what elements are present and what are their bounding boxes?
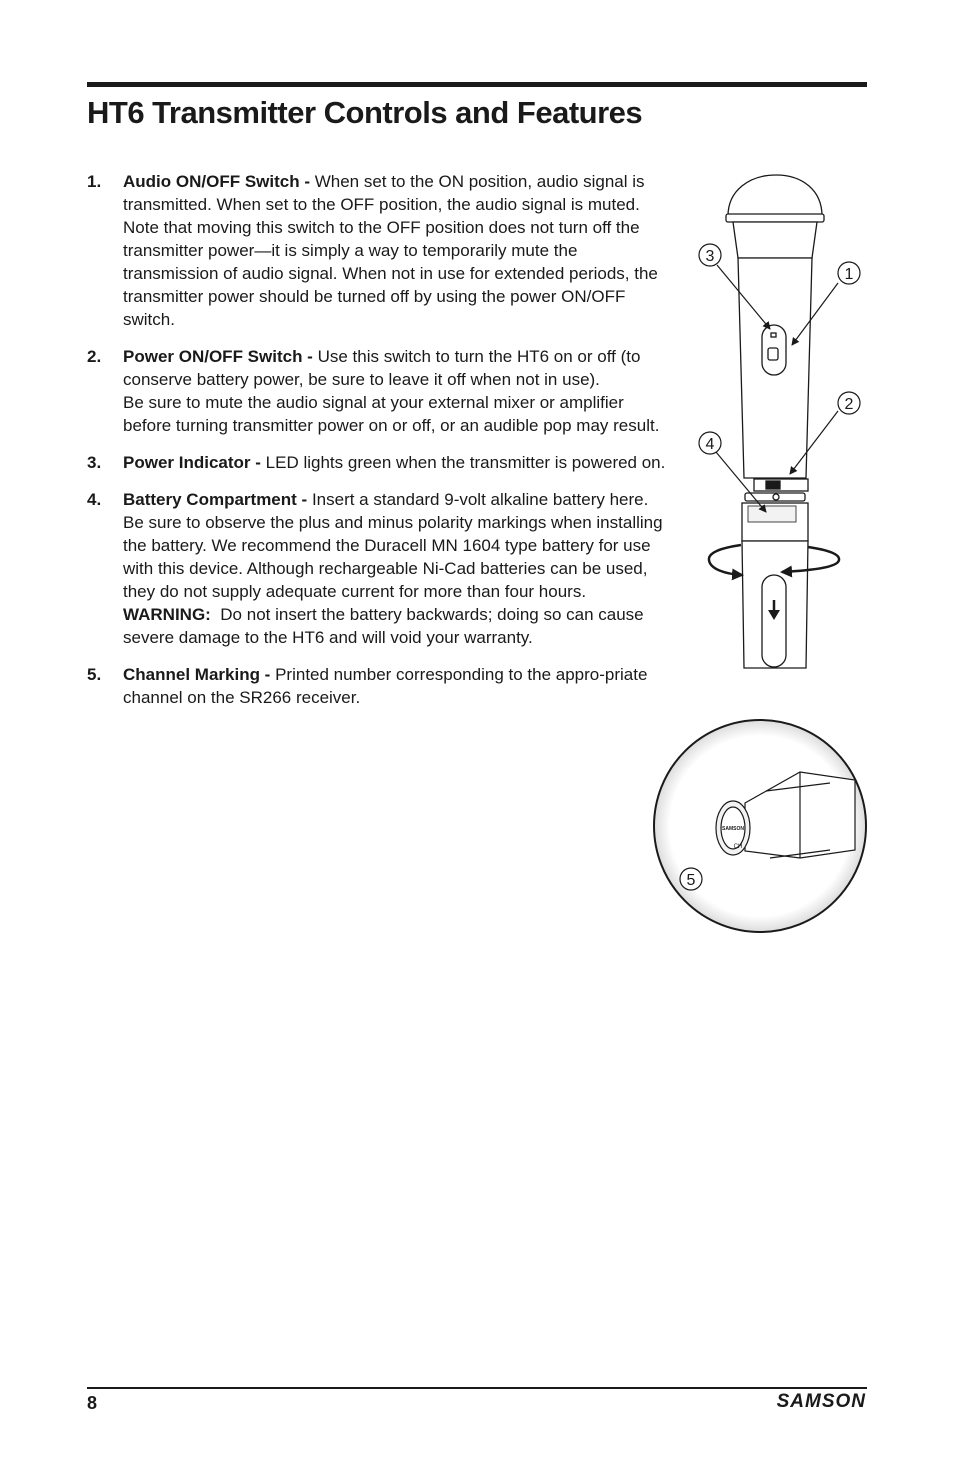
callout-5-label: 5 (686, 872, 696, 889)
feature-item-audio-switch (87, 170, 673, 331)
callout-3-label: 3 (705, 248, 715, 265)
callout-1-label: 1 (844, 266, 854, 283)
feature-text: Insert a standard 9-volt alkaline battery here. Be sure to observe the plus and minus polarity markings when installing the battery. We recommend the Duracell MN 1604 type battery for use with this device. Although rechargeable Ni-Cad batteries can be used, they do not supply adequate current for more than four hours. (123, 490, 663, 601)
feature-number: 1. (87, 172, 102, 191)
feature-item-battery (87, 488, 673, 649)
feature-number: 3. (87, 453, 102, 472)
feature-item-power-switch (87, 345, 673, 437)
feature-text: Printed number corresponding to the appro-priate channel on the SR266 receiver. (123, 665, 648, 707)
feature-text: When set to the ON position, audio signal is transmitted. When set to the OFF position, the audio signal is muted. Note that moving this switch to the OFF position does not turn off the transmitter power—it is simply a way to temporarily mute the transmission of audio signal. When not in use for extended periods, the transmitter power should be turned off by using the power ON/OFF switch. (123, 172, 658, 329)
top-rule (87, 82, 867, 87)
inset-brand-mark: SAMSON (722, 826, 744, 832)
feature-text: LED lights green when the transmitter is powered on. (265, 453, 666, 472)
feature-text-note: Be sure to mute the audio signal at your external mixer or amplifier before turning transmitter power on or off, or an audible pop may result. (123, 393, 660, 435)
microphone-icon (726, 175, 824, 668)
callout-5 (680, 868, 702, 890)
inset-channel-mark: CH (733, 844, 743, 850)
feature-number: 4. (87, 490, 102, 509)
callout-1 (838, 262, 860, 284)
callout-4 (699, 432, 721, 454)
channel-detail-inset (654, 720, 866, 932)
transmitter-diagram (640, 165, 875, 945)
feature-item-channel (87, 663, 673, 709)
callout-4-label: 4 (705, 436, 715, 453)
feature-label: Battery Compartment - (123, 490, 308, 509)
feature-text: Use this switch to turn the HT6 on or off (to conserve battery power, be sure to leave it off when not in use). (123, 347, 641, 389)
callout-3 (699, 244, 721, 266)
feature-label: Power Indicator - (123, 453, 261, 472)
page-title: HT6 Transmitter Controls and Features (87, 95, 643, 130)
feature-number: 2. (87, 347, 102, 366)
bottom-rule (87, 1387, 867, 1389)
feature-item-power-indicator (87, 451, 673, 474)
feature-label: Channel Marking - (123, 665, 271, 684)
warning-label: WARNING: (123, 605, 211, 624)
callout-2 (838, 392, 860, 414)
page-number: 8 (87, 1393, 98, 1413)
feature-number: 5. (87, 665, 102, 684)
callout-2-label: 2 (844, 396, 854, 413)
feature-label: Audio ON/OFF Switch - (123, 172, 310, 191)
brand-logo: SAMSON (776, 1391, 866, 1412)
warning-text: Do not insert the battery backwards; doing so can cause severe damage to the HT6 and will void your warranty. (123, 605, 644, 647)
feature-label: Power ON/OFF Switch - (123, 347, 313, 366)
feature-list (87, 170, 673, 723)
